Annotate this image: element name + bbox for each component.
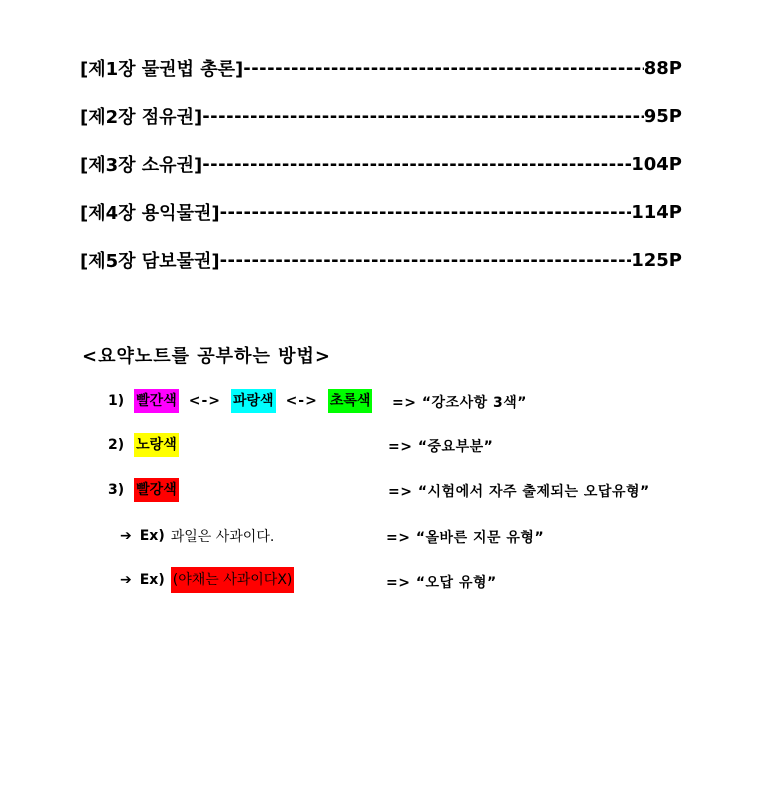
toc-title: [제2장 점유권] [80,107,203,128]
highlight-cyan: 파랑색 [231,389,276,413]
toc-page: 104P [631,153,682,175]
highlight-red: 빨강색 [134,478,179,502]
toc-page: 95P [643,105,682,127]
item-number: 1) [108,393,125,409]
guide-item-2 [108,432,179,458]
example-text-highlighted: (야채는 사과이다X) [171,567,295,593]
toc-page: 125P [631,249,682,271]
highlight-magenta: 빨간색 [134,389,179,413]
example-text: 과일은 사과이다. [170,529,275,545]
item-result: => “시험에서 자주 출제되는 오답유형” [388,484,650,500]
item-result: => “강조사항 3색” [392,395,527,411]
toc-leader [202,106,644,127]
item-number: 3) [108,482,125,498]
toc-title: [제1장 물권법 총론] [80,59,244,80]
toc-row-4 [80,197,682,227]
toc-row-5 [80,245,682,275]
guide-item-3 [108,477,179,503]
guide-item-1 [108,388,372,414]
separator: <-> [188,393,221,409]
example-result: => “오답 유형” [386,575,497,591]
highlight-yellow: 노랑색 [134,433,179,457]
separator: <-> [285,393,318,409]
toc-leader [220,250,632,271]
arrow-right-icon: ➔ [120,528,132,544]
example-2 [120,567,294,593]
guide-heading: <요약노트를 공부하는 방법> [82,346,331,367]
toc-page: 114P [631,201,682,223]
toc-title: [제4장 용익물권] [80,203,220,224]
toc-leader [243,58,644,79]
toc-row-2 [80,101,682,131]
arrow-right-icon: ➔ [120,572,132,588]
toc-leader [220,202,632,223]
toc-page: 88P [643,57,682,79]
example-label: Ex) [139,528,165,544]
item-result: => “중요부분” [388,439,494,455]
example-label: Ex) [139,572,165,588]
item-number: 2) [108,437,125,453]
example-1 [120,523,274,549]
example-result: => “올바른 지문 유형” [386,530,545,546]
toc-row-1 [80,53,682,83]
highlight-green: 초록색 [328,389,373,413]
toc-title: [제5장 담보물권] [80,251,220,272]
toc-leader [202,154,631,175]
toc-title: [제3장 소유권] [80,155,203,176]
toc-row-3 [80,149,682,179]
